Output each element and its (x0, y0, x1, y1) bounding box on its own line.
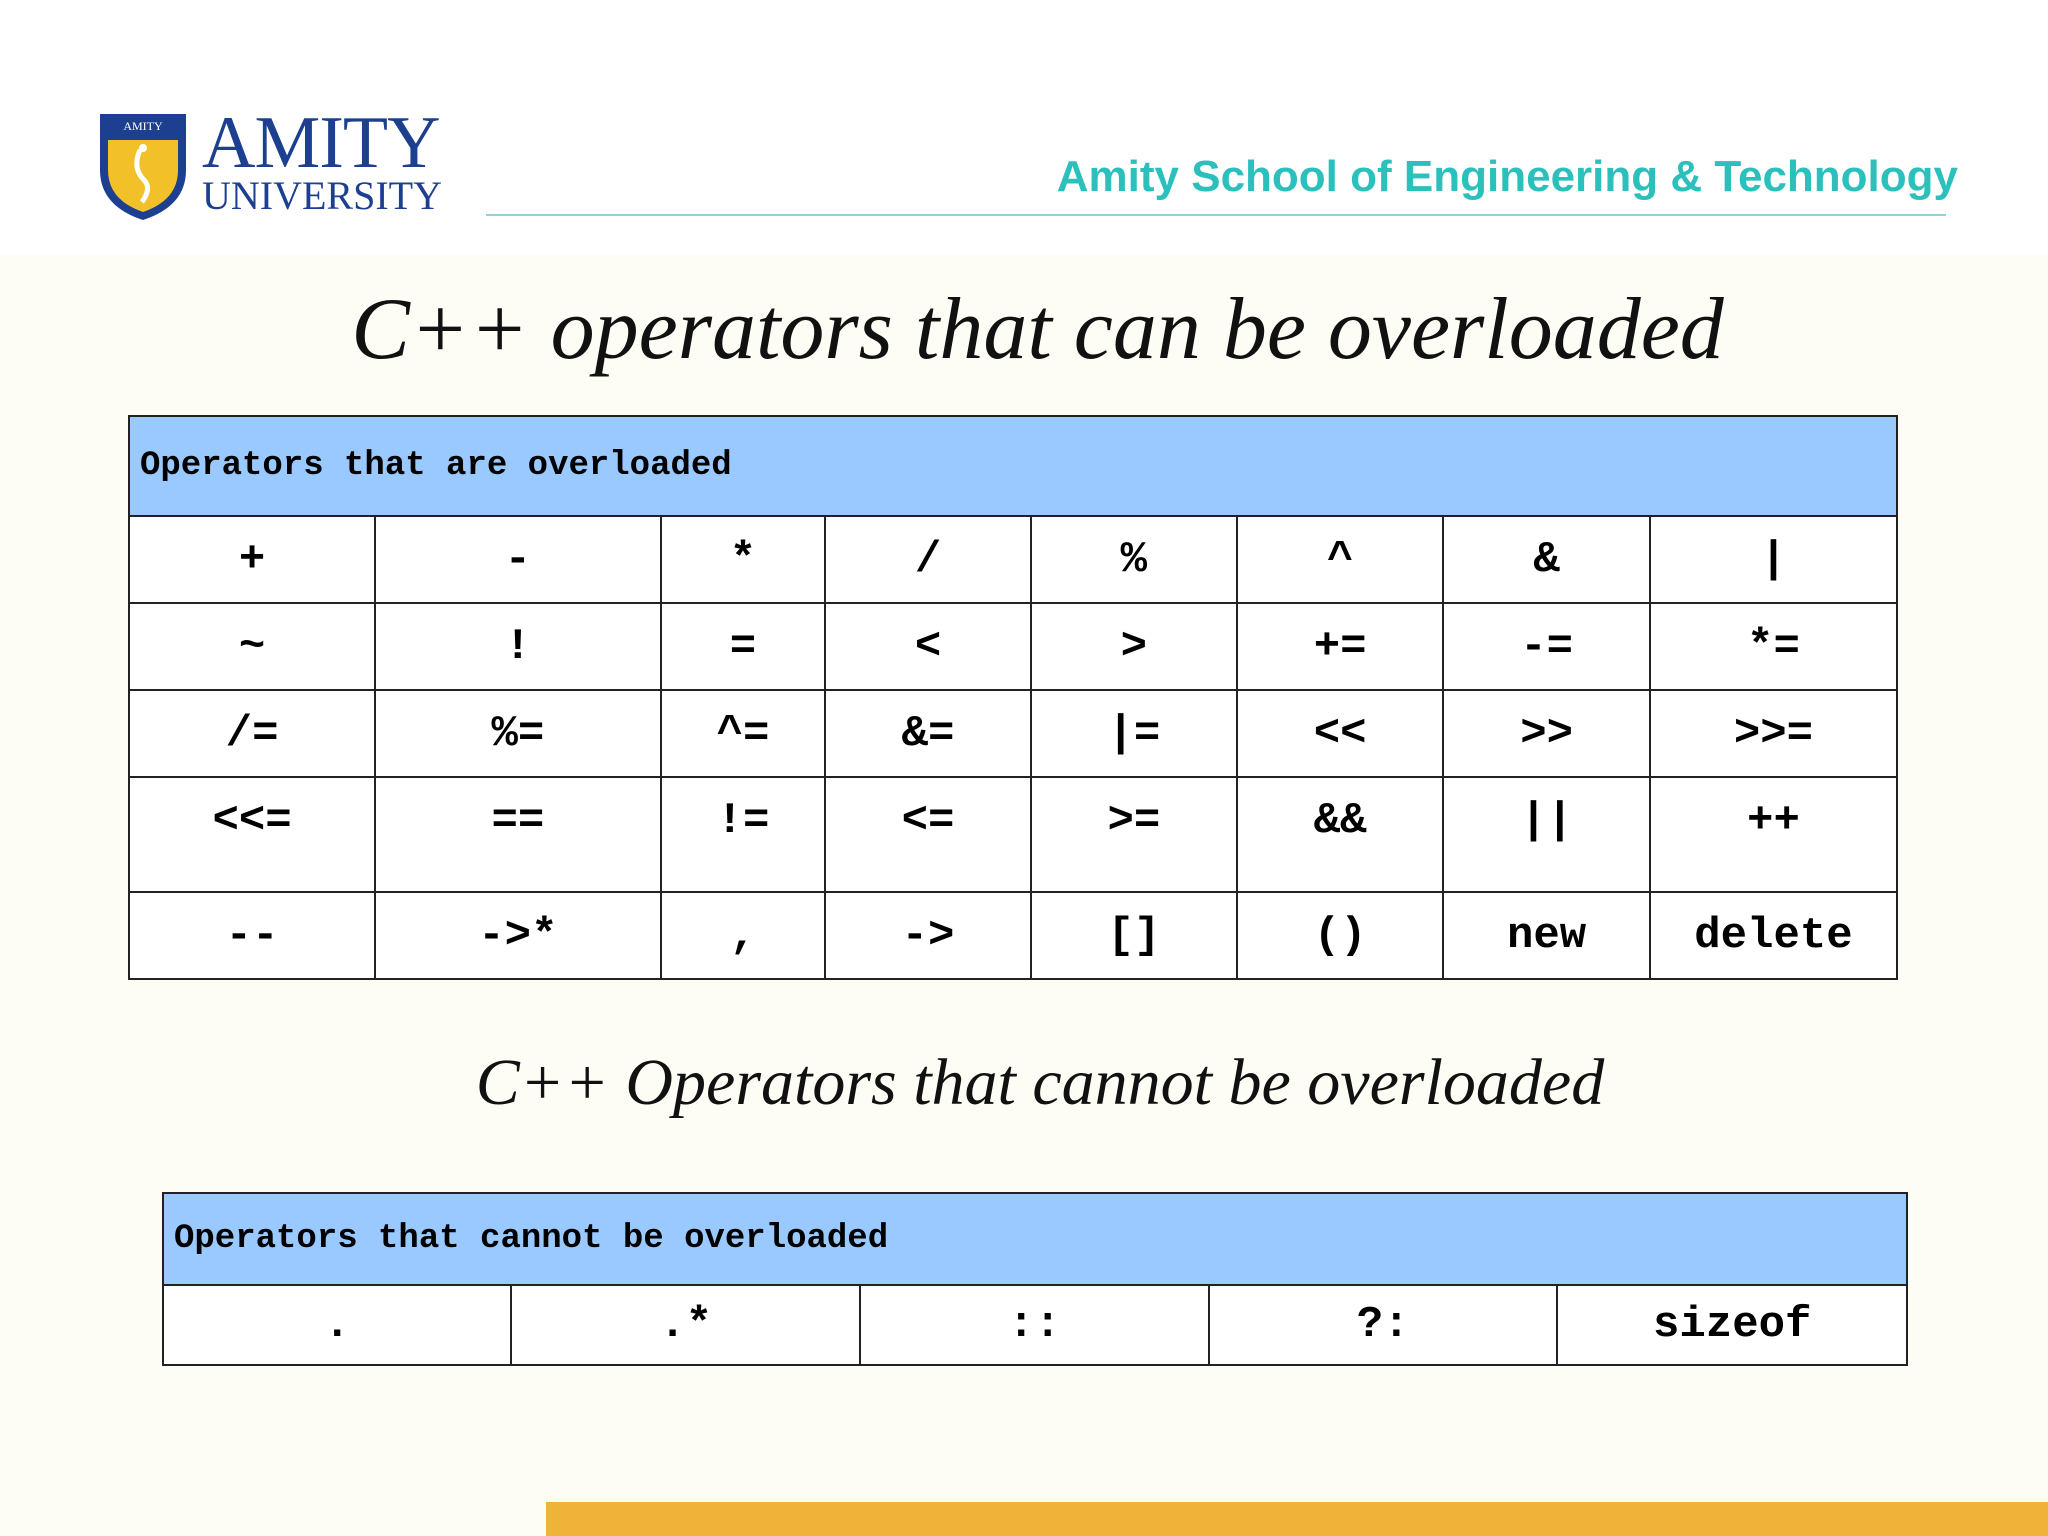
operator-cell: %= (375, 690, 660, 777)
shield-icon (96, 110, 190, 222)
operator-cell: *= (1650, 603, 1897, 690)
table-header-cell: Operators that are overloaded (129, 416, 1897, 516)
operator-cell: * (661, 516, 826, 603)
operator-cell: > (1031, 603, 1237, 690)
overloadable-operators-table (128, 415, 1898, 980)
table-row (129, 690, 1897, 777)
table-row (163, 1285, 1907, 1365)
operator-cell: ?: (1209, 1285, 1558, 1365)
operator-cell: [] (1031, 892, 1237, 979)
operator-cell: != (661, 777, 826, 892)
operator-cell: . (163, 1285, 511, 1365)
operator-cell: sizeof (1557, 1285, 1907, 1365)
operator-cell: >= (1031, 777, 1237, 892)
operator-cell: <= (825, 777, 1030, 892)
operator-cell: += (1237, 603, 1443, 690)
operator-cell: .* (511, 1285, 860, 1365)
operator-cell: , (661, 892, 826, 979)
table-header-row (163, 1193, 1907, 1285)
slide-title: C++ operators that can be overloaded (351, 281, 1724, 378)
operator-cell: | (1650, 516, 1897, 603)
operator-cell: >> (1443, 690, 1650, 777)
operator-cell: delete (1650, 892, 1897, 979)
table-row (129, 603, 1897, 690)
logo-wordmark: AMITY (202, 102, 440, 184)
table-row (129, 892, 1897, 979)
table-row (129, 516, 1897, 603)
operator-cell: new (1443, 892, 1650, 979)
operator-cell: ^= (661, 690, 826, 777)
section-subtitle: C++ Operators that cannot be overloaded (475, 1046, 1605, 1119)
operator-cell: >>= (1650, 690, 1897, 777)
table-header-cell: Operators that cannot be overloaded (163, 1193, 1907, 1285)
operator-cell: && (1237, 777, 1443, 892)
footer-accent-bar (546, 1502, 2048, 1536)
operator-cell: + (129, 516, 375, 603)
operator-cell: - (375, 516, 660, 603)
operator-cell: ~ (129, 603, 375, 690)
operator-cell: / (825, 516, 1030, 603)
operator-cell: < (825, 603, 1030, 690)
operator-cell: << (1237, 690, 1443, 777)
operator-cell: () (1237, 892, 1443, 979)
operator-cell: |= (1031, 690, 1237, 777)
shield-badge-text: AMITY (123, 119, 163, 133)
table-row (129, 777, 1897, 892)
slide-header (0, 0, 2048, 255)
header-divider (486, 214, 1946, 216)
operator-cell: /= (129, 690, 375, 777)
operator-cell: & (1443, 516, 1650, 603)
operator-cell: -- (129, 892, 375, 979)
operator-cell: % (1031, 516, 1237, 603)
table-header-row (129, 416, 1897, 516)
operator-cell: || (1443, 777, 1650, 892)
logo-subtitle: UNIVERSITY (202, 173, 442, 218)
non-overloadable-operators-table (162, 1192, 1908, 1366)
operator-cell: <<= (129, 777, 375, 892)
school-name: Amity School of Engineering & Technology (1056, 152, 1958, 201)
operator-cell: ++ (1650, 777, 1897, 892)
operator-cell: -> (825, 892, 1030, 979)
operator-cell: ^ (1237, 516, 1443, 603)
operator-cell: == (375, 777, 660, 892)
operator-cell: &= (825, 690, 1030, 777)
amity-logo (96, 102, 456, 226)
operator-cell: ->* (375, 892, 660, 979)
operator-cell: ! (375, 603, 660, 690)
operator-cell: -= (1443, 603, 1650, 690)
operator-cell: :: (860, 1285, 1209, 1365)
operator-cell: = (661, 603, 826, 690)
